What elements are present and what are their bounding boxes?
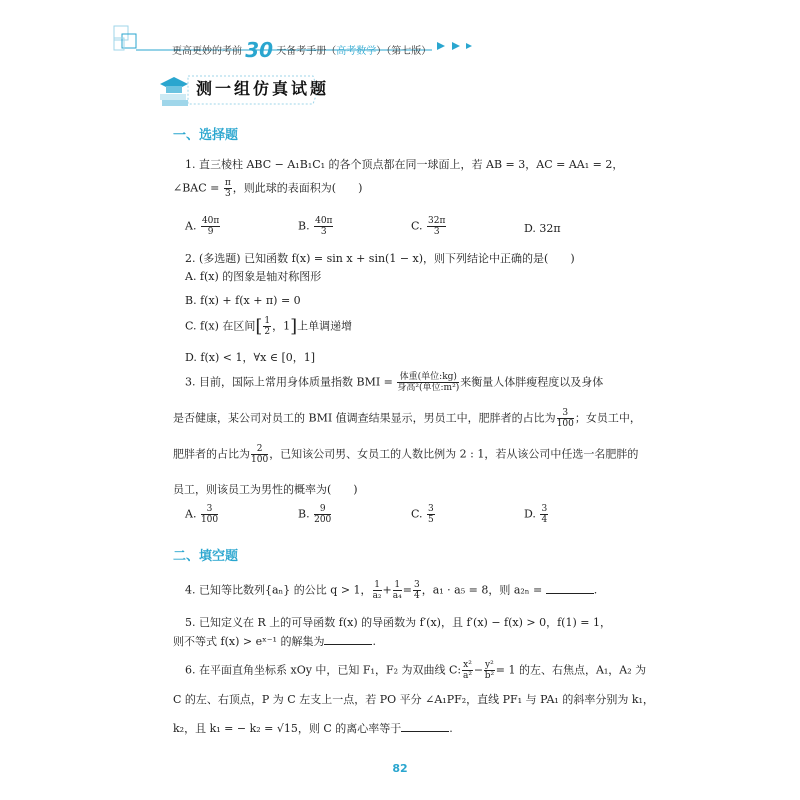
math-text: 6. 在平面直角坐标系 xOy 中，已知 F₁，F₂ 为双曲线 C: xyxy=(185,663,462,677)
q6-stem-2: C 的左、右顶点，P 为 C 左支上一点，若 PO 平分 ∠A₁PF₂，直线 PF₁ 与 PA₁ 的斜率分别为 k₁， xyxy=(173,693,654,706)
math-text: D. 32π xyxy=(524,222,561,235)
math-text: A. xyxy=(185,507,197,521)
math-text: 1 xyxy=(394,580,401,590)
math-text: B. xyxy=(298,219,310,233)
fraction xyxy=(557,408,574,429)
math-text: = 1 的左、右焦点，A₁，A₂ 为 xyxy=(495,663,647,677)
q2-option-d: D. f(x) < 1，∀x ∈ [0，1] xyxy=(185,351,316,364)
math-text: b² xyxy=(484,671,495,681)
page-number: 82 xyxy=(392,762,408,775)
q6-stem-3 xyxy=(173,720,453,736)
fraction xyxy=(397,372,459,393)
q3-stem-4: 员工，则该员工为男性的概率为( ) xyxy=(173,483,358,496)
denominator: 3 xyxy=(224,189,231,199)
math-text: 身高²(单位:m²) xyxy=(397,383,460,393)
math-text: 32π xyxy=(428,216,446,226)
fraction xyxy=(484,660,495,681)
math-text: a² xyxy=(462,671,472,681)
answer-blank xyxy=(401,731,449,732)
fraction xyxy=(201,216,220,237)
math-text: A. xyxy=(185,219,197,233)
fraction xyxy=(314,216,333,237)
math-text: 3 xyxy=(320,227,327,237)
math-text: 3 xyxy=(413,580,420,590)
math-text: 1 xyxy=(374,580,380,590)
q3-stem-1 xyxy=(185,372,603,393)
option-b xyxy=(298,504,332,525)
math-text: 3 xyxy=(541,504,548,514)
math-text: 40π xyxy=(315,216,333,226)
answer-blank xyxy=(546,593,594,594)
option-d xyxy=(524,222,561,235)
header-text: 更高更妙的考前 xyxy=(172,46,242,57)
math-text: 100 xyxy=(251,455,269,465)
option-b xyxy=(298,216,334,237)
q4-stem: 4. 已知等比数列{aₙ} 的公比 q > 1， $\frac{1}{\text{a₂}}$ + $\frac{1}{\text{a₄}}$ = $\frac{3}{4}$ ，a₁ · a₅ = 8，则 a₂ₙ = . xyxy=(185,580,598,601)
math-text: C. f(x) 在区间 xyxy=(185,319,256,333)
math-text: 2 xyxy=(251,444,268,455)
math-text: 3 xyxy=(433,227,440,237)
fraction xyxy=(314,504,331,525)
math-text: 3. 目前，国际上常用身体质量指数 BMI = xyxy=(185,375,393,389)
option-a xyxy=(185,504,219,525)
fraction xyxy=(393,580,402,601)
option-a xyxy=(185,216,221,237)
math-text: 2 xyxy=(264,327,271,337)
fraction xyxy=(540,504,548,525)
q3-stem-2 xyxy=(173,408,641,429)
q2-stem: 2. (多选题) 已知函数 f(x) = sin x + sin(1 − x)，则下列结论中正确的是( ) xyxy=(185,252,575,265)
math-text: 来衡量人体胖瘦程度以及身体 xyxy=(460,375,604,389)
math-text: 1 xyxy=(264,316,271,326)
math-text: . xyxy=(372,635,376,648)
math-text: 4. 已知等比数列{aₙ} 的公比 q > 1， xyxy=(185,583,372,597)
math-text: 是否健康，某公司对员工的 BMI 值调查结果显示，男员工中，肥胖者的占比为 xyxy=(173,411,556,425)
header-subject: 高考数学 xyxy=(336,46,377,57)
math-text: 体重(单位:kg) xyxy=(397,372,459,383)
math-text: 100 xyxy=(200,515,219,525)
header-text: ）（第七版） xyxy=(376,46,432,57)
section-heading: 一、选择题 xyxy=(173,128,239,143)
fraction xyxy=(251,444,268,465)
math-text: 肥胖者的占比为 xyxy=(173,447,250,461)
math-text: . xyxy=(593,583,598,597)
answer-blank xyxy=(324,644,372,645)
header-number: 30 xyxy=(245,38,274,62)
fraction xyxy=(201,504,218,525)
fraction xyxy=(462,660,473,681)
q1-stem-2 xyxy=(173,178,362,199)
q5-stem-2 xyxy=(173,633,376,649)
math-text: B. xyxy=(298,507,310,521)
math-text: 则不等式 f(x) > eˣ⁻¹ 的解集为 xyxy=(173,635,325,648)
text: ，则此球的表面积为( ) xyxy=(232,181,363,195)
option-c xyxy=(411,216,447,237)
math-text: ，已知该公司男、女员工的人数比例为 2 : 1，若从该公司中任选一名肥胖的 xyxy=(269,447,639,461)
q3-stem-3 xyxy=(173,444,638,465)
math-text: ，a₁ · a₅ = 8，则 a₂ₙ = xyxy=(421,583,543,597)
math-text: y² xyxy=(485,660,494,670)
math-text: 3 xyxy=(201,504,218,515)
q1-stem: 1. 直三棱柱 ABC − A₁B₁C₁ 的各个顶点都在同一球面上，若 AB = 3，AC = AA₁ = 2， xyxy=(185,158,624,171)
text: ∠BAC = xyxy=(173,181,220,195)
math-text: ，1 xyxy=(272,319,291,333)
math-text: C. xyxy=(411,219,423,233)
fraction xyxy=(413,580,421,601)
math-text: 100 xyxy=(556,419,574,429)
math-text: 4 xyxy=(413,591,420,601)
fraction xyxy=(224,178,232,199)
math-text: 上单调递增 xyxy=(297,319,353,333)
math-text: 3 xyxy=(557,408,574,419)
q2-option-b: B. f(x) + f(x + π) = 0 xyxy=(185,294,301,307)
running-header xyxy=(172,38,431,62)
fraction xyxy=(263,316,271,337)
header-text: 天备考手册（ xyxy=(276,46,337,57)
fraction xyxy=(427,504,435,525)
math-text: a₄ xyxy=(392,591,402,601)
option-c xyxy=(411,504,436,525)
q5-stem-1: 5. 已知定义在 R 上的可导函数 f(x) 的导函数为 f′(x)，且 f′(x) − f(x) > 0，f(1) = 1， xyxy=(185,616,611,629)
math-text: 200 xyxy=(314,515,332,525)
option-d xyxy=(524,504,549,525)
q2-option-c: C. f(x) 在区间[ $\frac{1}{2}$ ，1]上单调递增 xyxy=(185,316,353,337)
math-text: . xyxy=(449,722,453,735)
numerator: π xyxy=(224,178,231,188)
math-text: x² xyxy=(463,660,472,670)
math-text: 9 xyxy=(207,227,214,237)
math-text: 4 xyxy=(541,515,548,525)
fraction xyxy=(373,580,382,601)
math-text: ；女员工中， xyxy=(574,411,641,425)
math-text: k₂，且 k₁ = − k₂ = √15，则 C 的离心率等于 xyxy=(173,722,402,735)
math-text: D. xyxy=(524,507,536,521)
math-text: 40π xyxy=(201,216,220,226)
math-text: 5 xyxy=(428,515,434,525)
page-title: 测一组仿真试题 xyxy=(196,79,330,98)
fraction xyxy=(427,216,446,237)
math-text: 3 xyxy=(428,504,434,514)
math-text: C. xyxy=(411,507,423,521)
q6-stem-1: 6. 在平面直角坐标系 xOy 中，已知 F₁，F₂ 为双曲线 C: $\frac{\text{x²}}{\text{a²}}$ − $\frac{\text{y²}}{\text{b²}}$ = 1 的左、右焦点，A₁，A₂ 为 xyxy=(185,660,647,681)
section-heading: 二、填空题 xyxy=(173,549,239,564)
math-text: a₂ xyxy=(372,591,382,601)
q2-option-a: A. f(x) 的图象是轴对称图形 xyxy=(185,270,322,283)
math-text: 9 xyxy=(314,504,331,515)
